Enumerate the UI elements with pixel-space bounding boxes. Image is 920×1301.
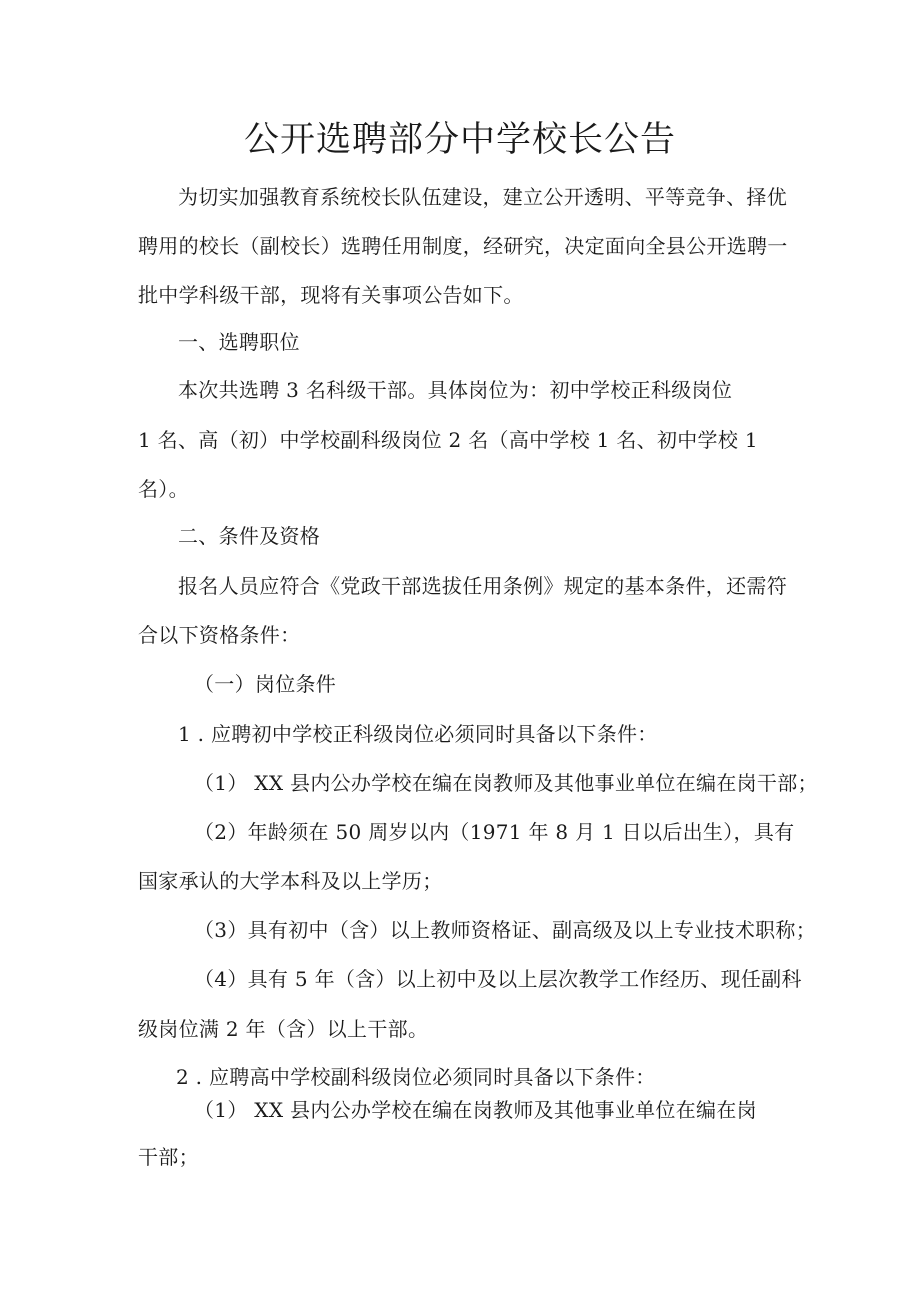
item1-condition-4-line-1: （4）具有 5 年（含）以上初中及以上层次教学工作经历、现任副科 xyxy=(194,967,802,991)
item1-condition-1: （1） XX 县内公办学校在编在岗教师及其他事业单位在编在岗干部； xyxy=(194,771,818,795)
item1-condition-2-line-2: 国家承认的大学本科及以上学历； xyxy=(138,869,443,893)
section1-body-line-2: 1 名、高（初）中学校副科级岗位 2 名（高中学校 1 名、初中学校 1 xyxy=(138,428,758,452)
document-title: 公开选聘部分中学校长公告 xyxy=(243,120,676,160)
item2-condition-1-line-2: 干部； xyxy=(138,1145,199,1169)
item1-condition-3: （3）具有初中（含）以上教师资格证、副高级及以上专业技术职称； xyxy=(194,918,817,942)
item2-condition-1-line-1: （1） XX 县内公办学校在编在岗教师及其他事业单位在编在岗 xyxy=(194,1098,757,1122)
item1-heading: 1 . 应聘初中学校正科级岗位必须同时具备以下条件： xyxy=(178,722,658,746)
intro-line-1: 为切实加强教育系统校长队伍建设，建立公开透明、平等竞争、择优 xyxy=(178,185,787,209)
item2-heading: 2 . 应聘高中学校副科级岗位必须同时具备以下条件： xyxy=(176,1065,656,1089)
section2-body-line-2: 合以下资格条件： xyxy=(138,623,301,647)
intro-line-2: 聘用的校长（副校长）选聘任用制度，经研究，决定面向全县公开选聘一 xyxy=(138,234,788,258)
intro-line-3: 批中学科级干部，现将有关事项公告如下。 xyxy=(138,283,524,307)
section2-heading: 二、条件及资格 xyxy=(178,524,321,548)
item1-condition-2-line-1: （2）年龄须在 50 周岁以内（1971 年 8 月 1 日以后出生），具有 xyxy=(194,820,795,844)
section1-heading: 一、选聘职位 xyxy=(178,330,300,354)
section2-body-line-1: 报名人员应符合《党政干部选拔任用条例》规定的基本条件，还需符 xyxy=(178,574,787,598)
section2-subheading: （一）岗位条件 xyxy=(194,672,337,696)
section1-body-line-3: 名）。 xyxy=(138,477,189,501)
item1-condition-4-line-2: 级岗位满 2 年（含）以上干部。 xyxy=(138,1017,429,1041)
section1-body-line-1: 本次共选聘 3 名科级干部。具体岗位为：初中学校正科级岗位 xyxy=(178,378,733,402)
